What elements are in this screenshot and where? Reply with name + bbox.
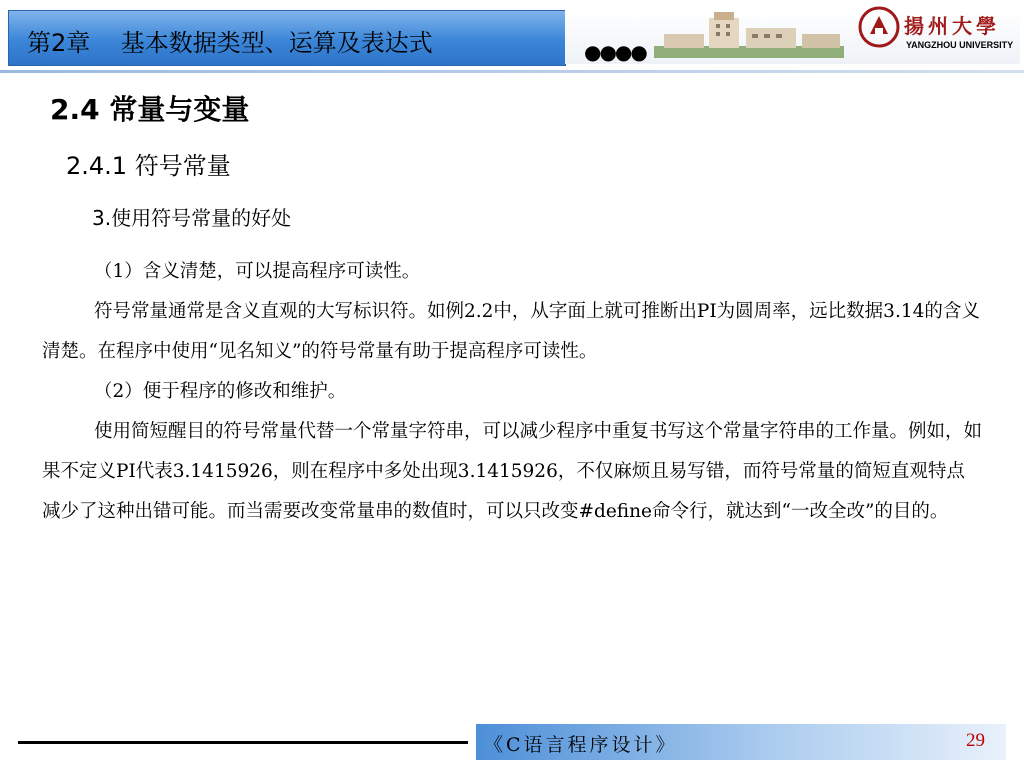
- university-name-cn: 揚州大學: [904, 14, 1000, 38]
- campus-building-image: [654, 6, 844, 58]
- point-2-heading: （2）便于程序的修改和维护。: [94, 381, 347, 402]
- point-1-text: 符号常量通常是含义直观的大写标识符。如例2.2中，从字面上就可推断出PI为圆周率，远比数据3.14的含义清楚。在程序中使用“见名知义”的符号常量有助于提高程序可读性。: [42, 301, 980, 362]
- slide-header: [0, 0, 1024, 74]
- point-2-text: 使用简短醒目的符号常量代替一个常量字符串，可以减少程序中重复书写这个常量字符串的工作量。例如，如果不定义PI代表3.1415926，则在程序中多处出现3.1415926，不仅麻烦且易写错，而符号常量的简短直观特点减少了这种出错可能。而当需要改变常量串的数值时，可以只改变#define命令行，就达到“一改全改”的目的。: [42, 421, 983, 522]
- course-title: 《C语言程序设计》: [484, 734, 678, 756]
- university-name-en: YANGZHOU UNIVERSITY: [906, 40, 1014, 50]
- section-heading: 2.4 常量与变量: [50, 93, 250, 126]
- page-number: 29: [966, 730, 985, 751]
- decorative-dots: ●●●●: [584, 40, 646, 64]
- point-1-heading: （1）含义清楚，可以提高程序可读性。: [94, 261, 421, 282]
- footer-divider: [18, 741, 468, 744]
- topic-heading: 3.使用符号常量的好处: [92, 206, 292, 230]
- chapter-bar: [8, 10, 566, 66]
- chapter-title: 第2章 基本数据类型、运算及表达式: [27, 29, 433, 57]
- header-divider: [0, 70, 1024, 73]
- subsection-heading: 2.4.1 符号常量: [66, 152, 231, 180]
- university-emblem-icon: [858, 6, 900, 48]
- slide-body: [42, 252, 982, 532]
